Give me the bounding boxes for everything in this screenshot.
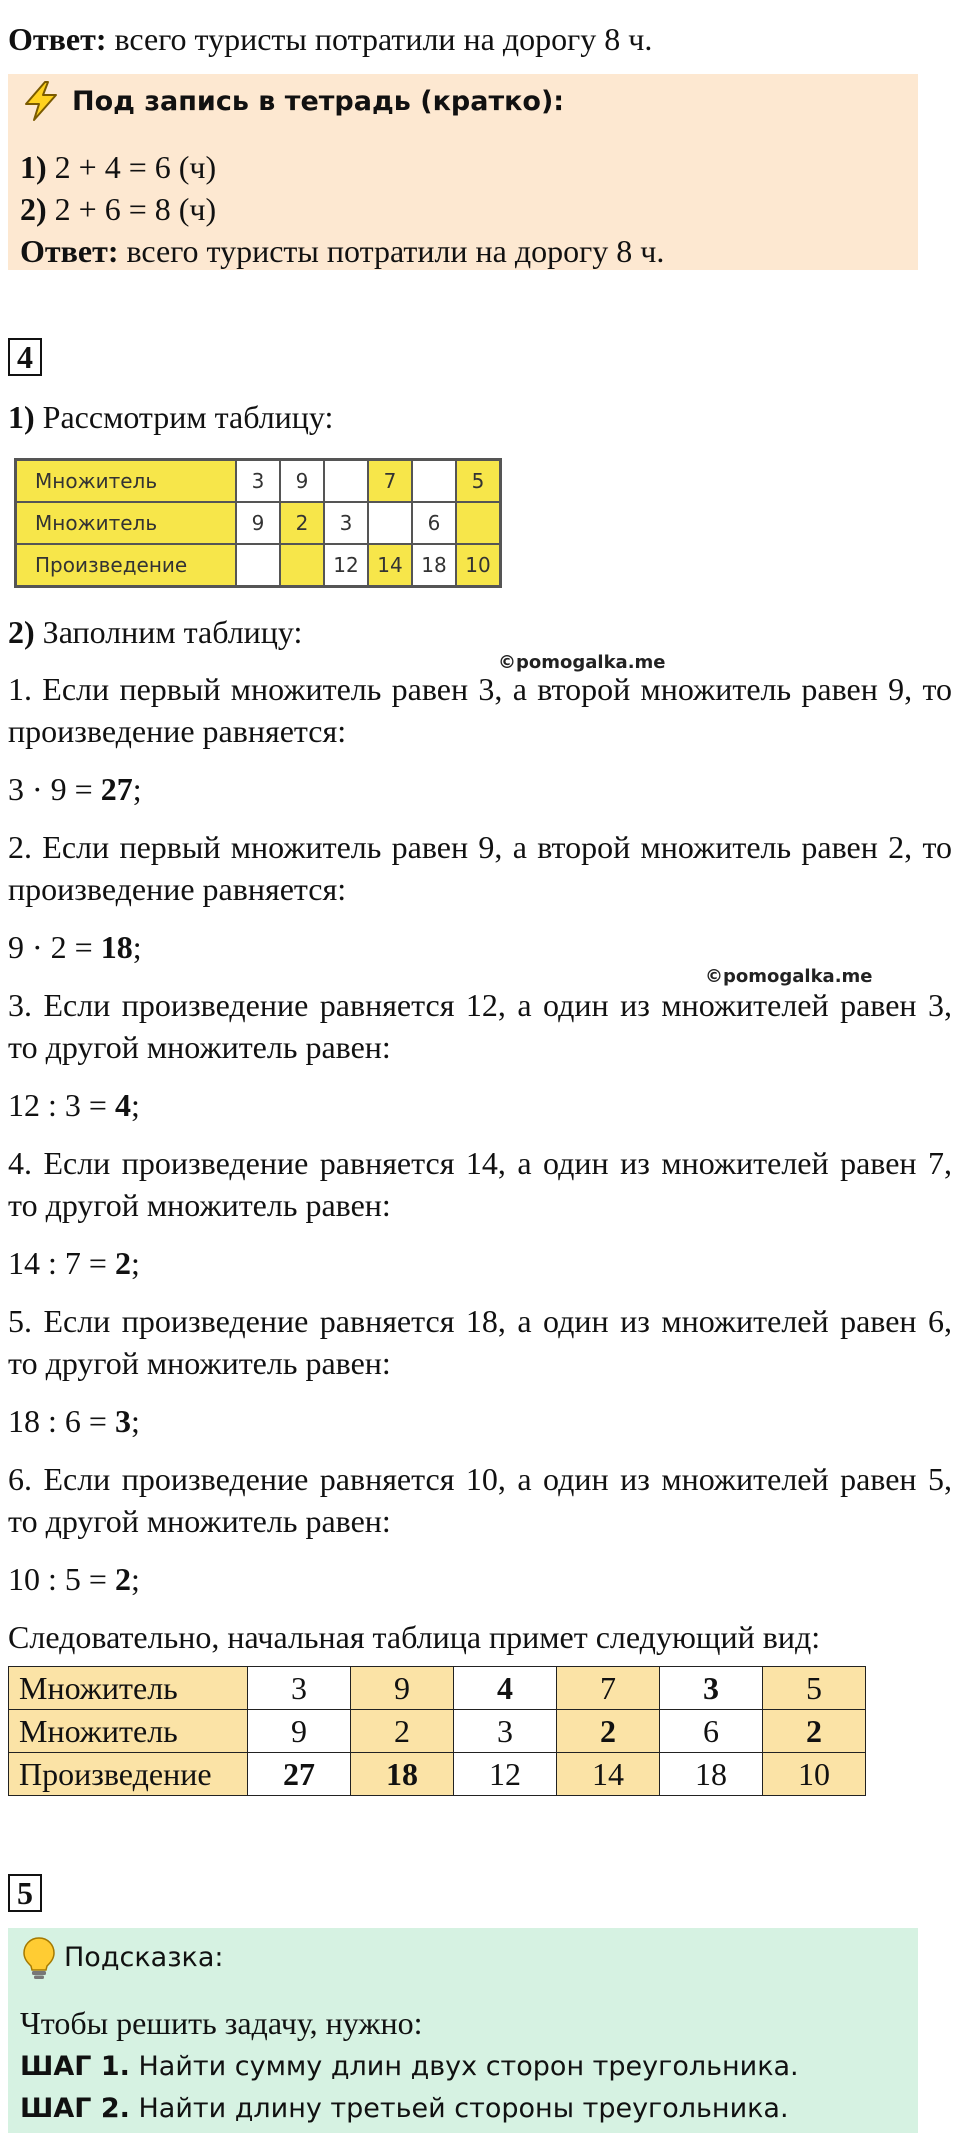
table-row	[9, 1753, 866, 1796]
top-answer	[8, 18, 952, 60]
table-cell: 3	[248, 1667, 351, 1710]
calc: 14 : 7 =	[8, 1245, 115, 1281]
item-2-text: 2. Если первый множитель равен 9, а второй множитель равен 2, то произведение равняется:	[8, 829, 952, 907]
hint-title: Подсказка:	[64, 1942, 224, 1973]
table-cell: 6	[412, 502, 456, 544]
answer-text: всего туристы потратили на дорогу 8 ч.	[106, 21, 653, 57]
item-3-text: 3. Если произведение равняется 12, а один из множителей равен 3, то другой множитель равен:	[8, 987, 952, 1065]
calc: 18 : 6 =	[8, 1403, 115, 1439]
table-cell	[236, 544, 280, 587]
table-cell: 2	[557, 1710, 660, 1753]
watermark: ©pomogalka.me	[498, 652, 666, 673]
table-cell: 12	[324, 544, 368, 587]
table-cell: 2	[351, 1710, 454, 1753]
table-cell: 3	[454, 1710, 557, 1753]
table-cell	[280, 544, 324, 587]
table-cell	[456, 502, 501, 544]
item-4-text: 4. Если произведение равняется 14, а один из множителей равен 7, то другой множитель равен:	[8, 1145, 952, 1223]
calc-result: 3	[114, 1403, 131, 1439]
notebook-title: Под запись в тетрадь (кратко):	[72, 86, 565, 117]
hint-intro: Чтобы решить задачу, нужно:	[20, 2005, 423, 2041]
table-row	[16, 502, 501, 544]
step-2	[8, 611, 952, 653]
table-cell: 9	[351, 1667, 454, 1710]
calc-result: 4	[114, 1087, 131, 1123]
line-num: 2)	[20, 191, 47, 227]
table-cell: 18	[412, 544, 456, 587]
calc-result: 18	[100, 929, 133, 965]
item-5-text: 5. Если произведение равняется 18, а один из множителей равен 6, то другой множитель равен:	[8, 1303, 952, 1381]
table-cell	[324, 460, 368, 503]
row-label: Множитель	[16, 502, 237, 544]
calc-end: ;	[132, 771, 142, 807]
calc: 12 : 3 =	[8, 1087, 115, 1123]
calc-end: ;	[130, 1561, 140, 1597]
row-label: Произведение	[9, 1753, 248, 1796]
item-5-calc	[8, 1400, 952, 1442]
step-num: 2)	[8, 614, 35, 650]
item-3-calc	[8, 1084, 952, 1126]
conclusion: Следовательно, начальная таблица примет следующий вид:	[8, 1619, 821, 1655]
step-label: ШАГ 2.	[20, 2093, 130, 2124]
table-cell: 3	[324, 502, 368, 544]
step-label: ШАГ 1.	[20, 2051, 130, 2082]
step-text: Найти длину третьей стороны треугольника.	[129, 2093, 789, 2124]
table-row	[16, 460, 501, 503]
table-cell: 14	[368, 544, 412, 587]
row-label: Произведение	[16, 544, 237, 587]
table-cell: 7	[557, 1667, 660, 1710]
table-cell: 4	[454, 1667, 557, 1710]
table-cell: 12	[454, 1753, 557, 1796]
step-text: Найти сумму длин двух сторон треугольника.	[129, 2051, 799, 2082]
line-text: 2 + 6 = 8 (ч)	[46, 191, 217, 227]
table-cell: 5	[456, 460, 501, 503]
table-cell: 10	[456, 544, 501, 587]
notebook-line-1	[20, 146, 952, 188]
source-table	[14, 458, 502, 588]
row-label: Множитель	[9, 1667, 248, 1710]
item-4-calc	[8, 1242, 952, 1284]
line-num: 1)	[20, 149, 47, 185]
calc-result: 2	[114, 1561, 131, 1597]
step-num: 1)	[8, 399, 35, 435]
item-2-calc	[8, 926, 952, 968]
notebook-line-2	[20, 188, 952, 230]
table-cell: 2	[280, 502, 324, 544]
table-cell: 10	[763, 1753, 866, 1796]
table-cell: 14	[557, 1753, 660, 1796]
hint-step-2	[20, 2088, 952, 2130]
lightning-icon	[20, 80, 62, 122]
line-text: 2 + 4 = 6 (ч)	[46, 149, 217, 185]
calc-result: 27	[100, 771, 133, 807]
hint-step-1	[20, 2046, 952, 2088]
table-cell: 9	[280, 460, 324, 503]
table-cell: 27	[248, 1753, 351, 1796]
watermark: ©pomogalka.me	[705, 966, 873, 987]
table-cell: 3	[660, 1667, 763, 1710]
notebook-answer	[20, 230, 952, 272]
table-row	[16, 544, 501, 587]
calc-end: ;	[130, 1245, 140, 1281]
table-cell	[368, 502, 412, 544]
item-6-calc	[8, 1558, 952, 1600]
calc-end: ;	[132, 929, 142, 965]
table-cell	[412, 460, 456, 503]
task-number-5: 5	[8, 1874, 42, 1912]
table-cell: 18	[351, 1753, 454, 1796]
step-text: Рассмотрим таблицу:	[34, 399, 334, 435]
task-number-4: 4	[8, 338, 42, 376]
step-text: Заполним таблицу:	[34, 614, 303, 650]
item-1-text: 1. Если первый множитель равен 3, а второй множитель равен 9, то произведение равняется:	[8, 671, 952, 749]
calc: 3 · 9 =	[8, 771, 101, 807]
calc-end: ;	[130, 1403, 140, 1439]
item-1-calc	[8, 768, 952, 810]
table-cell: 18	[660, 1753, 763, 1796]
calc: 10 : 5 =	[8, 1561, 115, 1597]
table-cell: 9	[248, 1710, 351, 1753]
table-cell: 6	[660, 1710, 763, 1753]
table-row	[9, 1710, 866, 1753]
calc-result: 2	[114, 1245, 131, 1281]
item-6-text: 6. Если произведение равняется 10, а один из множителей равен 5, то другой множитель равен:	[8, 1461, 952, 1539]
row-label: Множитель	[9, 1710, 248, 1753]
answer-label: Ответ:	[20, 233, 119, 269]
row-label: Множитель	[16, 460, 237, 503]
step-1	[8, 396, 952, 438]
table-row	[9, 1667, 866, 1710]
table-cell: 2	[763, 1710, 866, 1753]
calc: 9 · 2 =	[8, 929, 101, 965]
lightbulb-icon	[22, 1936, 56, 1980]
table-cell: 9	[236, 502, 280, 544]
answer-label: Ответ:	[8, 21, 107, 57]
table-cell: 7	[368, 460, 412, 503]
answer-text: всего туристы потратили на дорогу 8 ч.	[118, 233, 665, 269]
table-cell: 3	[236, 460, 280, 503]
table-cell: 5	[763, 1667, 866, 1710]
result-table	[8, 1666, 866, 1796]
calc-end: ;	[130, 1087, 140, 1123]
